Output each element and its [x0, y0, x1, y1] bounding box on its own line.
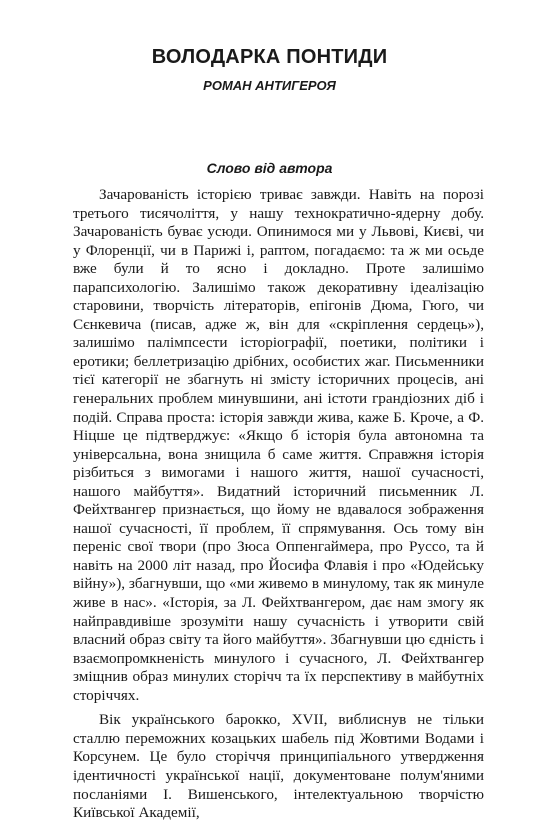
section-heading: Слово від автора: [206, 160, 333, 176]
body-text: [73, 186, 484, 823]
paragraph: Вік українського барокко, XVII, виблиснув не тільки сталлю переможних козацьких шабель під Жовтими Водами і Корсунем. Це було сторіччя принципіального утвердження ідентичності української нації, документоване полум'яними посланіями І. Вишенського, інтелектуальною творчістю Київської Академії,: [73, 711, 484, 822]
page-title: ВОЛОДАРКА ПОНТИДИ: [151, 46, 388, 68]
page-subtitle: РОМАН АНТИГЕРОЯ: [203, 78, 336, 93]
paragraph: Зачарованість історією триває завжди. Навіть на порозі третього тисячоліття, у нашу технократично-ядерну добу. Зачарованість буває усюди. Опинимося ми у Львові, Києві, чи у Флоренції, чи в Парижі і, раптом, погадаємо: та ж ми осьде вже були й то ясно і докладно. Проте залишімо парапсихологію. Залишімо також декоративну ідеалізацію старовини, творчість літераторів, епігонів Дюма, Гюго, чи Сєнкевича (писав, адже ж, він для «скріплення сердець»), залишімо палімпсести історіографії, поетики, політики і еротики; беллетризацію дрібних, особистих жаг. Письменники тієї категорії не збагнуть ні змісту історичних процесів, ані генеральних проблем минувшини, ані істоти грандіозних діб і подій. Справа проста: історія завжди жива, каже Б. Кроче, а Ф. Ніцше це підтверджує: «Якщо б історія була автономна та універсальна, вона знищила б саме життя. Справжня історія різбиться з вимогами і нашого життя, нашої сучасності, нашого майбуття». Видатний історичний письменник Л. Фейхтвангер признається, що йому не вдавалося зображення нашої сучасності, її проблем, її спрямування. Ось тому він переніс свої твори (про Зюса Оппенгаймера, про Руссо, та й навіть на 2000 літ назад, про Йосифа Флавія і про «Юдейську війну»), збагнувши, що «ми живемо в минулому, так як минуле живе в нас». «Історія, за Л. Фейхтвангером, дає нам змогу як найправдивіше зрозуміти нашу сучасність і утворити свій власний образ світу та його майбуття». Збагнувши цю єдність і взаємопромкненість минулого і сучасного, Л. Фейхтвангер зміщнив образ минулих сторічч та їх перспективу в майбутніх сторіччях.: [73, 186, 484, 704]
